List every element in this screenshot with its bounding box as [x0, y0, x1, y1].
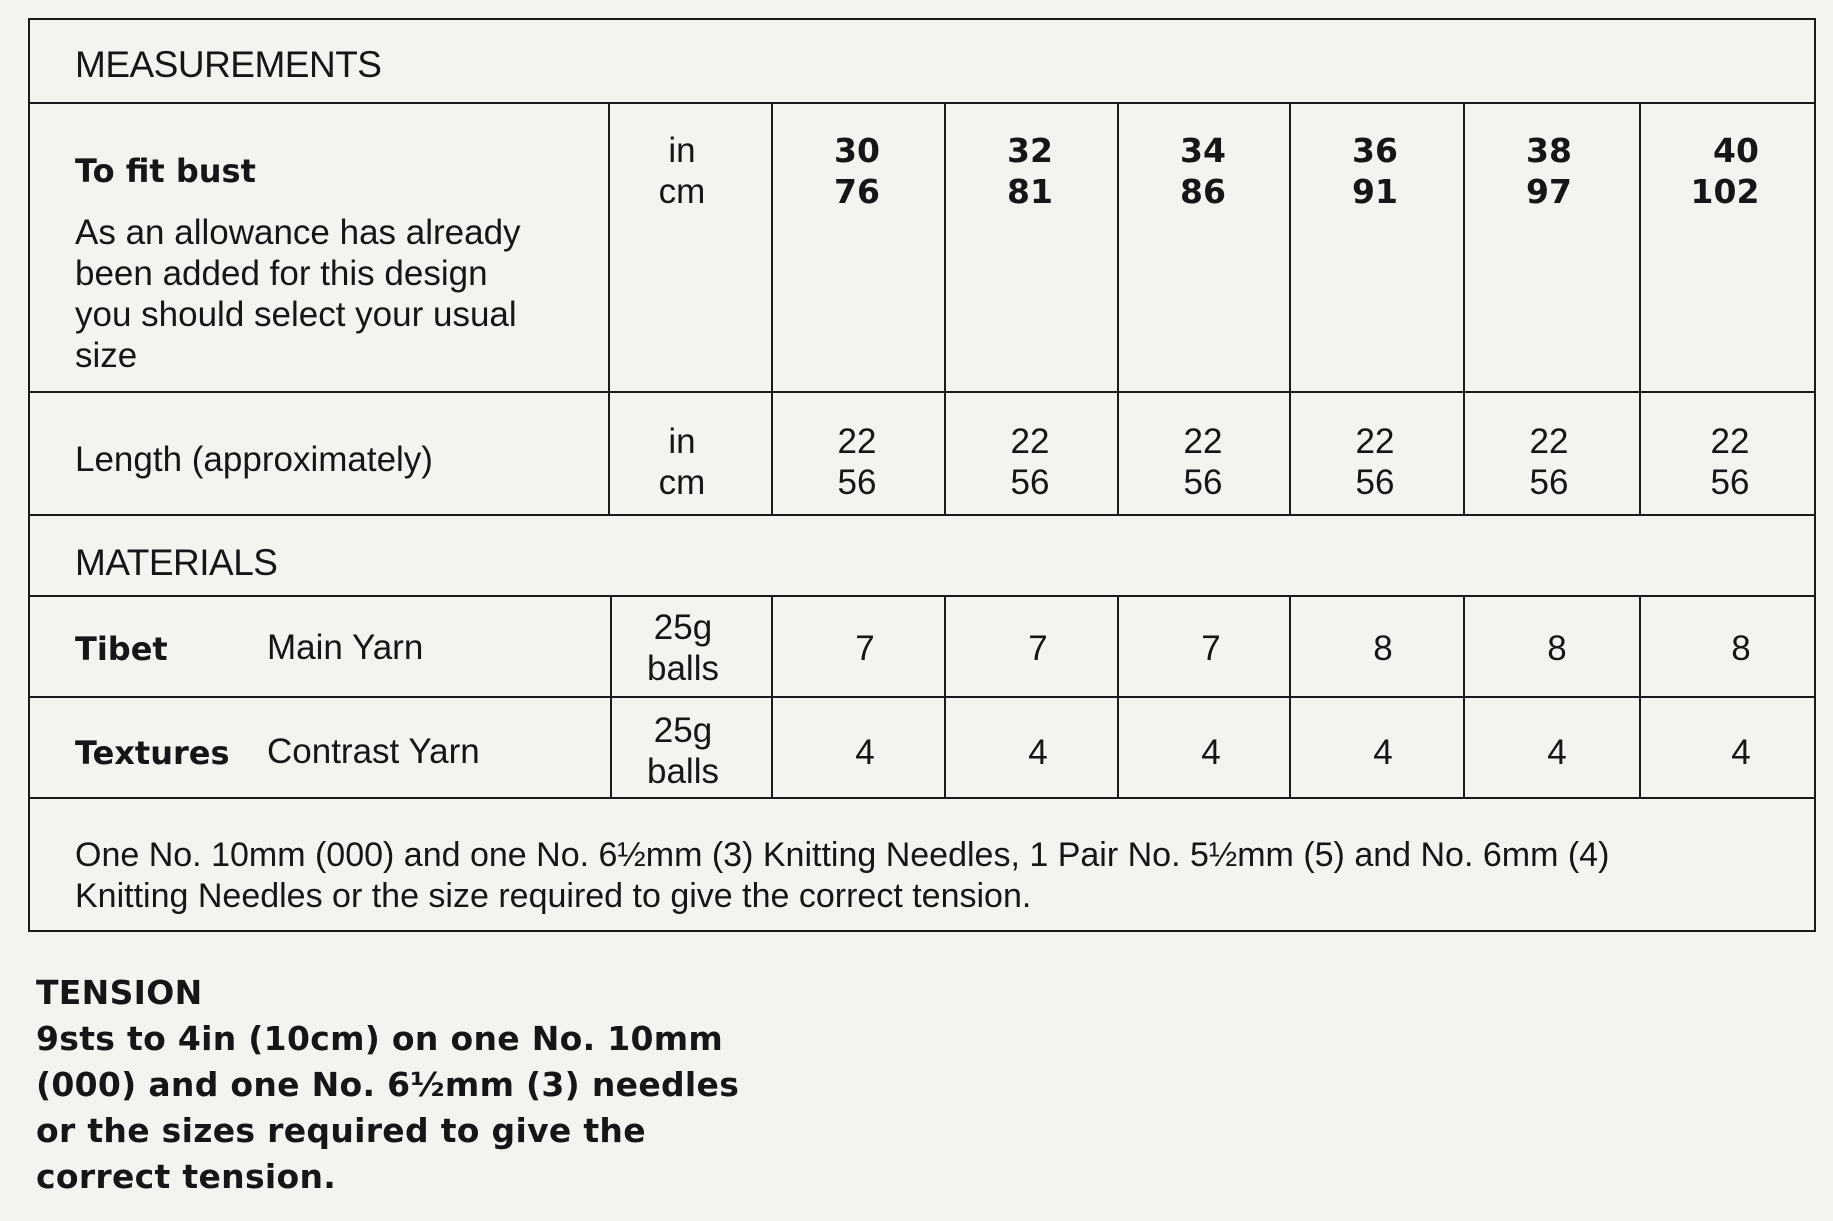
- tension-line: correct tension.: [36, 1157, 337, 1196]
- size-36-in: 36: [1352, 131, 1398, 170]
- tension-line: or the sizes required to give the: [36, 1111, 646, 1150]
- rule-under-main-yarn: [28, 696, 1816, 698]
- length-cm-value: 56: [1183, 463, 1223, 502]
- needles-note-line: Knitting Needles or the size required to give the correct tension.: [75, 877, 1032, 915]
- rule-under-materials: [28, 595, 1816, 597]
- table-border-bottom: [28, 930, 1816, 932]
- bust-label: To fit bust: [75, 152, 256, 190]
- size-34-in: 34: [1180, 131, 1226, 170]
- main-yarn-quantity: 7: [1201, 629, 1221, 668]
- size-30-in: 30: [834, 131, 880, 170]
- main-yarn-quantity: 8: [1373, 629, 1393, 668]
- length-cm-value: 56: [1529, 463, 1569, 502]
- yarn-brand: Tibet: [75, 630, 168, 668]
- bust-unit-in: in: [668, 131, 696, 170]
- bust-note-line: size: [75, 336, 138, 375]
- length-in-value: 22: [1010, 422, 1050, 461]
- table-border-left: [28, 18, 30, 932]
- length-cm-value: 56: [1010, 463, 1050, 502]
- length-cm-value: 56: [1355, 463, 1395, 502]
- materials-heading: MATERIALS: [75, 542, 278, 583]
- size-30-cm: 76: [834, 172, 880, 211]
- tension-line: (000) and one No. 6½mm (3) needles: [36, 1065, 740, 1104]
- rule-under-bust: [28, 391, 1816, 393]
- main-yarn-quantity: 8: [1731, 629, 1751, 668]
- yarn-unit-weight: 25g: [653, 608, 713, 647]
- yarn-unit-weight: 25g: [653, 711, 713, 750]
- contrast-yarn-quantity: 4: [855, 733, 875, 772]
- length-in-value: 22: [1710, 422, 1750, 461]
- tension-heading: TENSION: [36, 973, 203, 1012]
- main-yarn-quantity: 7: [1028, 629, 1048, 668]
- bust-note-line: As an allowance has already: [75, 213, 521, 252]
- main-yarn-quantity: 7: [855, 629, 875, 668]
- length-in-value: 22: [1529, 422, 1569, 461]
- length-in-value: 22: [1183, 422, 1223, 461]
- length-in-value: 22: [1355, 422, 1395, 461]
- yarn-unit-balls: balls: [647, 649, 719, 688]
- length-unit-in: in: [668, 422, 696, 461]
- contrast-yarn-quantity: 4: [1028, 733, 1048, 772]
- yarn-type: Contrast Yarn: [267, 732, 480, 771]
- col-divider: [771, 595, 773, 799]
- measurements-heading: MEASUREMENTS: [75, 44, 382, 85]
- size-36-cm: 91: [1352, 172, 1398, 211]
- length-cm-value: 56: [1710, 463, 1750, 502]
- length-cm-value: 56: [837, 463, 877, 502]
- size-32-in: 32: [1007, 131, 1053, 170]
- yarn-type: Main Yarn: [267, 628, 424, 667]
- contrast-yarn-quantity: 4: [1547, 733, 1567, 772]
- bust-note-line: been added for this design: [75, 254, 488, 293]
- contrast-yarn-quantity: 4: [1731, 733, 1751, 772]
- needles-note-line: One No. 10mm (000) and one No. 6½mm (3) Knitting Needles, 1 Pair No. 5½mm (5) and No. 6mm (4): [75, 836, 1610, 874]
- col-divider: [1639, 102, 1641, 516]
- yarn-unit-balls: balls: [647, 752, 719, 791]
- table-border-top: [28, 18, 1816, 20]
- rule-under-length: [28, 514, 1816, 516]
- size-40-in: 40: [1713, 131, 1759, 170]
- main-yarn-quantity: 8: [1547, 629, 1567, 668]
- size-40-cm: 102: [1690, 172, 1760, 211]
- tension-line: 9sts to 4in (10cm) on one No. 10mm: [36, 1019, 724, 1058]
- size-34-cm: 86: [1180, 172, 1226, 211]
- size-38-cm: 97: [1526, 172, 1572, 211]
- rule-under-contrast-yarn: [28, 797, 1816, 799]
- contrast-yarn-quantity: 4: [1201, 733, 1221, 772]
- bust-note-line: you should select your usual: [75, 295, 517, 334]
- length-label: Length (approximately): [75, 440, 433, 479]
- size-32-cm: 81: [1007, 172, 1053, 211]
- contrast-yarn-quantity: 4: [1373, 733, 1393, 772]
- length-in-value: 22: [837, 422, 877, 461]
- size-38-in: 38: [1526, 131, 1572, 170]
- yarn-brand: Textures: [75, 734, 230, 772]
- bust-unit-cm: cm: [658, 172, 706, 211]
- rule-under-measurements: [28, 102, 1816, 104]
- length-unit-cm: cm: [658, 463, 706, 502]
